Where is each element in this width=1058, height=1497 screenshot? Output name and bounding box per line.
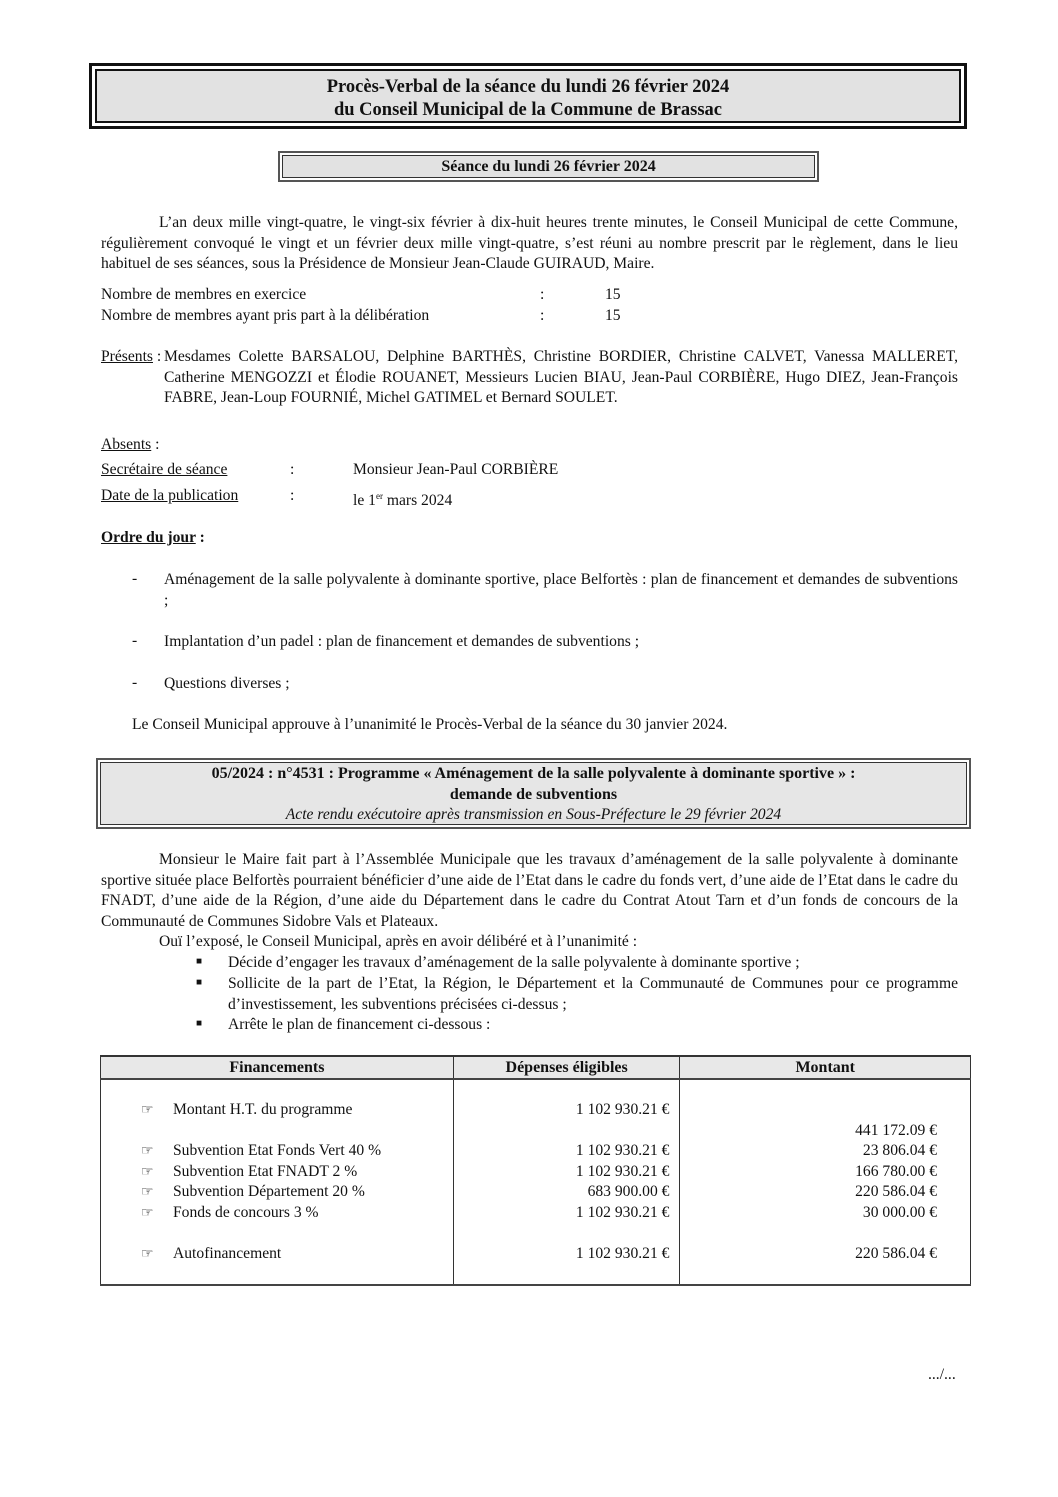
publication-date: le 1er mars 2024	[353, 491, 453, 510]
deliberation-heading-box	[96, 758, 971, 829]
financement-label-cell	[141, 1162, 453, 1183]
publication-sep: :	[290, 487, 295, 504]
financement-label-cell	[141, 1121, 453, 1142]
title-line-2: du Conseil Municipal de la Commune de Brassac	[333, 100, 723, 120]
deliberation-heading	[100, 762, 967, 825]
count-sep: :	[540, 286, 545, 303]
agenda-dash: -	[132, 674, 138, 691]
financement-label: Montant H.T. du programme	[173, 1101, 353, 1118]
depenses-cell	[454, 1223, 670, 1244]
decision-item: Décide d’engager les travaux d’aménagement de la salle polyvalente à dominante sportive ;	[228, 954, 800, 971]
agenda-item: Questions diverses ;	[164, 675, 290, 692]
montant-cell: 220 586.04 €	[855, 1244, 937, 1262]
depenses-cell: 1 102 930.21 €	[575, 1101, 670, 1118]
square-bullet-icon: ■	[196, 956, 203, 967]
table-body-row	[101, 1079, 971, 1285]
count-value: 15	[605, 286, 621, 303]
depenses-cell: 1 102 930.21 €	[575, 1244, 670, 1262]
financement-label: Subvention Etat Fonds Vert 40 %	[173, 1142, 382, 1159]
table-header-row	[101, 1056, 971, 1079]
agenda-dash: -	[132, 632, 138, 649]
financement-label-cell	[141, 1141, 453, 1162]
decision-item: Arrête le plan de financement ci-dessous :	[228, 1016, 491, 1033]
financement-label-cell	[141, 1100, 453, 1121]
agenda-item: Implantation d’un padel : plan de financement et demandes de subventions ;	[164, 633, 640, 650]
seance-box	[278, 151, 819, 182]
count-label: Nombre de membres en exercice	[101, 286, 307, 303]
arrow-icon: ☞	[141, 1185, 154, 1200]
document-title-box	[89, 63, 967, 129]
secretaire-label: Secrétaire de séance	[101, 461, 228, 478]
arrow-icon: ☞	[141, 1103, 154, 1118]
depenses-cell: 1 102 930.21 €	[575, 1203, 670, 1221]
montant-cell: 30 000.00 €	[862, 1203, 937, 1221]
financement-label-cell	[141, 1244, 453, 1265]
depenses-cell: 1 102 930.21 €	[575, 1142, 670, 1159]
montant-cell: 441 172.09 €	[855, 1121, 937, 1139]
deliberation-body: Monsieur le Maire fait part à l’Assemblée Municipale que les travaux d’aménagement de la salle polyvalente à dominante sportive située place Belfortès pourraient bénéficier d’une aide de l’Etat dans le cadre du fonds vert, d’une aide de l’Etat dans le cadre du FNADT, d’une aide de la Région, d’une aide du Département dans le cadre du Contrat Atout Tarn et d’un fonds de concours de la Communauté de Communes Sidobre Vals et Plateaux.	[101, 851, 958, 930]
count-value: 15	[605, 307, 621, 324]
depenses-cell: 683 900.00 €	[587, 1183, 670, 1200]
financement-label-cell	[141, 1182, 453, 1203]
seance-heading: Séance du lundi 26 février 2024	[282, 155, 815, 178]
montant-cell	[680, 1100, 937, 1121]
financement-label: Autofinancement	[173, 1244, 282, 1262]
document-title	[95, 69, 961, 123]
arrow-icon: ☞	[141, 1205, 154, 1221]
financements-column	[101, 1079, 454, 1285]
header-depenses: Dépenses éligibles	[453, 1056, 680, 1079]
absents-label: Absents :	[101, 436, 160, 453]
montant-cell: 166 780.00 €	[855, 1162, 937, 1180]
publication-label: Date de la publication	[101, 487, 239, 504]
financement-label-cell	[141, 1203, 453, 1224]
square-bullet-icon: ■	[196, 1018, 203, 1029]
montant-cell	[680, 1223, 937, 1244]
count-row-members	[101, 285, 306, 306]
financement-label: Subvention Département 20 %	[173, 1183, 365, 1200]
financement-label: Subvention Etat FNADT 2 %	[173, 1162, 358, 1180]
arrow-icon: ☞	[141, 1144, 154, 1159]
square-bullet-icon: ■	[196, 977, 203, 988]
deliberation-subtitle: Acte rendu exécutoire après transmission en Sous-Préfecture le 29 février 2024	[285, 806, 782, 823]
depenses-cell	[454, 1121, 670, 1142]
depenses-cell: 1 102 930.21 €	[575, 1162, 670, 1180]
deliberation-title-line-2: demande de subventions	[449, 785, 618, 803]
presents-label: Présents :	[101, 348, 162, 365]
count-row-participants	[101, 306, 429, 327]
header-financements: Financements	[101, 1056, 454, 1079]
title-line-1: Procès-Verbal de la séance du lundi 26 février 2024	[326, 77, 730, 97]
deliberation-title-line-1: 05/2024 : n°4531 : Programme « Aménagement de la salle polyvalente à dominante sportive » :	[211, 765, 856, 782]
agenda-title: Ordre du jour :	[101, 529, 205, 546]
arrow-icon: ☞	[141, 1164, 154, 1180]
arrow-icon: ☞	[141, 1246, 154, 1262]
montant-cell: 220 586.04 €	[855, 1183, 937, 1200]
deliberation-oui: Ouï l’exposé, le Conseil Municipal, après en avoir délibéré et à l’unanimité :	[159, 933, 638, 950]
presents-list: Mesdames Colette BARSALOU, Delphine BARTHÈS, Christine BORDIER, Christine CALVET, Vanessa MALLERET, Catherine MENGOZZI et Élodie ROUANET, Messieurs Lucien BIAU, Jean-Paul CORBIÈRE, Hugo DIEZ, Jean-François FABRE, Jean-Loup FOURNIÉ, Michel GATIMEL et Bernard SOULET.	[164, 348, 958, 406]
agenda-dash: -	[132, 570, 138, 587]
financement-label: Fonds de concours 3 %	[173, 1203, 319, 1221]
decision-item: Sollicite de la part de l’Etat, la Région, le Département et la Communauté de Communes pour ce programme d’investissement, les subventions précisées ci-dessus ;	[228, 975, 958, 1013]
header-montant: Montant	[680, 1056, 971, 1079]
financing-table	[100, 1055, 971, 1286]
montant-column	[680, 1079, 971, 1285]
count-label: Nombre de membres ayant pris part à la délibération	[101, 307, 430, 324]
approval-text: Le Conseil Municipal approuve à l’unanimité le Procès-Verbal de la séance du 30 janvier 2024.	[132, 716, 728, 733]
count-sep: :	[540, 307, 545, 324]
financement-label-cell	[141, 1223, 453, 1244]
agenda-item: Aménagement de la salle polyvalente à dominante sportive, place Belfortès : plan de financement et demandes de subventions ;	[164, 571, 958, 609]
secretaire-value: Monsieur Jean-Paul CORBIÈRE	[353, 461, 559, 478]
page-continuation: .../...	[928, 1366, 956, 1383]
montant-cell: 23 806.04 €	[862, 1142, 937, 1159]
intro-paragraph: L’an deux mille vingt-quatre, le vingt-six février à dix-huit heures trente minutes, le Conseil Municipal de cette Commune, régulièrement convoqué le vingt et un février deux mille vingt-quatre, s’est réuni au nombre prescrit par le règlement, dans le lieu habituel de ses séances, sous la Présidence de Monsieur Jean-Claude GUIRAUD, Maire.	[101, 214, 958, 272]
secretaire-sep: :	[290, 461, 295, 478]
depenses-column	[453, 1079, 680, 1285]
